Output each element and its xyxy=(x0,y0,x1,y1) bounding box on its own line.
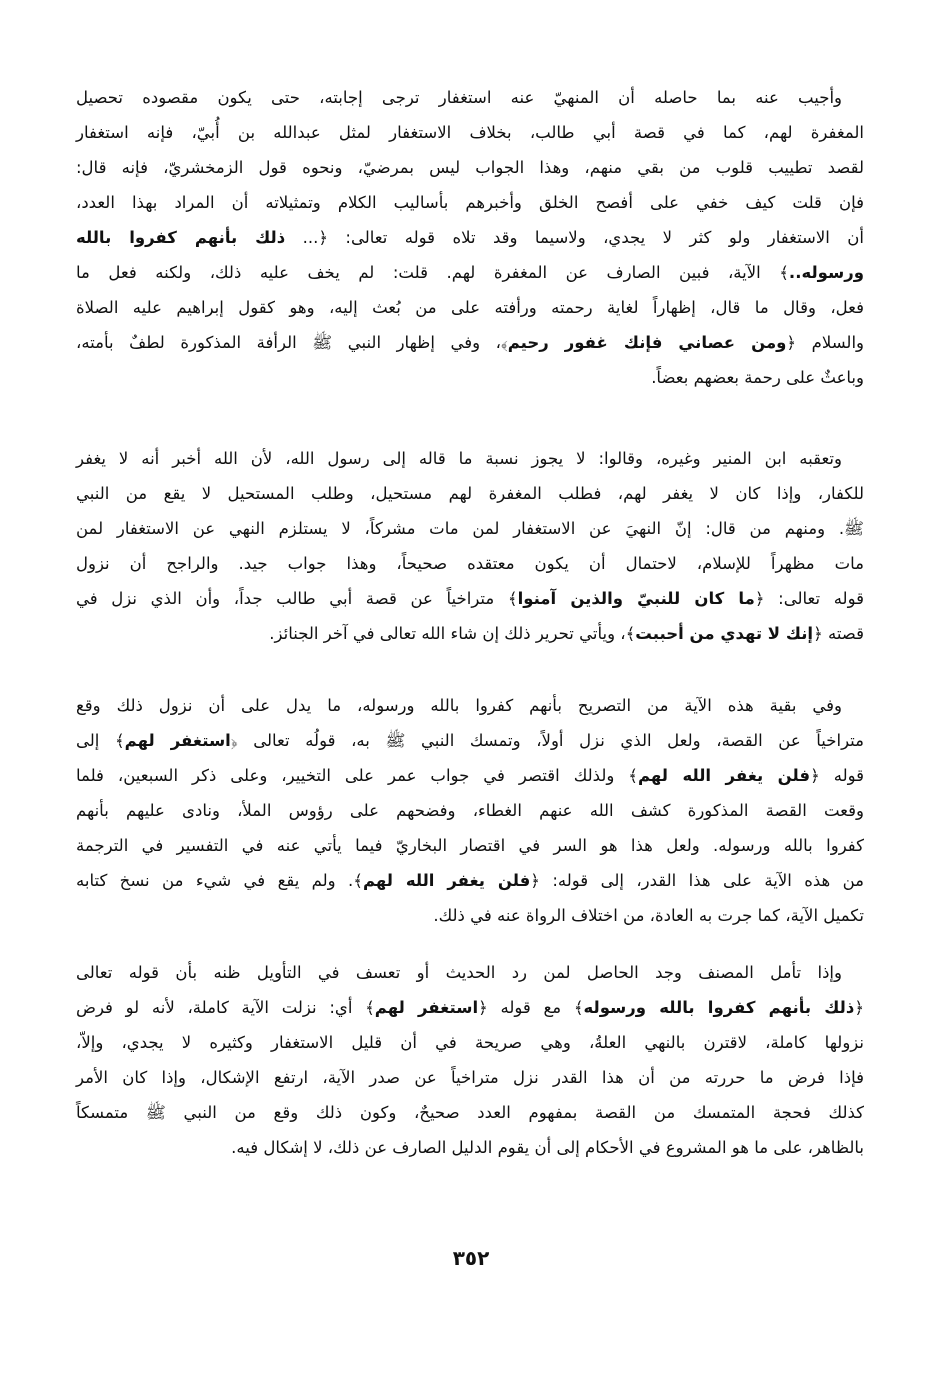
text-segment: قوله ﴿ xyxy=(810,766,865,785)
text-segment: وقعت القصة المذكورة كشف الله عنهم الغطاء، وفضحهم على رؤوس الملأ، ونادى عليهم بأنهم xyxy=(76,801,864,820)
quran-quote: ذلك بأنهم كفروا بالله ورسوله xyxy=(583,998,855,1017)
text-line xyxy=(76,793,864,828)
text-line xyxy=(76,1025,864,1060)
text-segment: فإن قلت كيف خفي على أفصح الخلق وأخبرهم بأساليب الكلام وتمثيلاته أن المراد بهذا العدد، xyxy=(76,193,864,212)
text-segment: ﴾ ولذلك اقتصر في جواب عمر على التخيير، وعلى ذكر السبعين، فلما xyxy=(76,766,638,785)
text-line xyxy=(76,1130,864,1165)
text-line xyxy=(76,255,864,290)
text-segment: ﷺ. ومنهم من قال: إنّ النهيَ عن الاستغفار لمن مات مشركاً، لا يستلزم النهي عن الاستغفار لمن xyxy=(76,519,864,538)
text-line xyxy=(76,863,864,898)
text-line xyxy=(76,1095,864,1130)
quran-quote: ورسوله.. xyxy=(788,263,864,282)
text-segment: مات مظهراً للإسلام، لاحتمال أن يكون معتقده صحيحاً، وهذا جواب جيد. والراجح أن نزول xyxy=(76,554,864,573)
quran-quote: استغفر لهم xyxy=(374,998,479,1017)
text-line xyxy=(76,546,864,581)
text-segment: ﴾ إلى xyxy=(76,731,125,750)
text-line xyxy=(76,758,864,793)
text-segment: المغفرة لهم، كما في قصة أبي طالب، بخلاف الاستغفار لمثل عبدالله بن أُبيّ، فإنه استغفار xyxy=(76,123,864,142)
paragraph-4 xyxy=(76,955,864,1165)
text-segment: كفروا بالله ورسوله. ولعل هذا هو السر في اقتصار البخاريّ فيما يأتي عنه في التفسير في الترجمة xyxy=(76,836,864,855)
text-segment: أن الاستغفار ولو كثر لا يجدي، ولاسيما وقد تلاه قوله تعالى: ﴿... xyxy=(285,228,864,247)
paragraph-2 xyxy=(76,441,864,651)
text-line xyxy=(76,688,864,723)
text-segment: وباعثٌ على رحمة بعضهم بعضاً. xyxy=(651,368,864,387)
text-segment: فإذا فرض ما حررته من أن هذا القدر نزل متراخياً عن صدر الآية، ارتفع الإشكال، وإذا كان الأمر xyxy=(76,1068,864,1087)
quran-quote: ما كان للنبيّ والذين آمنوا xyxy=(517,589,755,608)
text-segment: ﴾، ويأتي تحرير ذلك إن شاء الله تعالى في آخر الجنائز. xyxy=(269,624,636,643)
text-line xyxy=(76,898,864,933)
text-line xyxy=(76,441,864,476)
text-segment: متراخياً عن القصة، ولعل الذي نزل أولاً، وتمسك النبي ﷺ به، قولُه تعالى ﴿ xyxy=(230,731,864,750)
text-line xyxy=(76,828,864,863)
text-segment: ﴾، وفي إظهار النبي ﷺ الرأفة المذكورة لطفٌ بأمته، xyxy=(76,333,508,352)
text-line xyxy=(76,325,864,360)
text-segment: ﴾ متراخياً عن قصة أبي طالب جداً، وأن الذي نزل في xyxy=(76,589,518,608)
text-segment: والسلام ﴿ xyxy=(786,333,864,352)
text-segment: للكفار، وإذا كان لا يغفر لهم، فطلب المغفرة لهم مستحيل، وطلب المستحيل لا يقع من النبي xyxy=(76,484,864,503)
text-line xyxy=(76,723,864,758)
paragraph-3 xyxy=(76,688,864,933)
text-segment: لقصد تطييب قلوب من بقي منهم، وهذا الجواب ليس بمرضيّ، ونحوه قول الزمخشريّ، فإنه قال: xyxy=(76,158,864,177)
text-segment: قصته ﴿ xyxy=(813,624,864,643)
text-segment: وفي بقية هذه الآية من التصريح بأنهم كفروا بالله ورسوله، ما يدل على أن نزول ذلك وقع xyxy=(76,696,842,715)
text-segment: بالظاهر، على ما هو المشروع في الأحكام إلى أن يقوم الدليل الصارف عن ذلك، لا إشكال فيه. xyxy=(231,1138,864,1157)
text-segment: وتعقبه ابن المنير وغيره، وقالوا: لا يجوز نسبة ما قاله إلى رسول الله، لأن الله أخبر أنه لا يغفر xyxy=(76,449,842,468)
text-line xyxy=(76,990,864,1025)
text-line xyxy=(76,476,864,511)
text-line xyxy=(76,581,864,616)
text-segment: فعل، وقال ما قال، إظهاراً لغاية رحمته ورأفته على من بُعث إليه، وهو كقول إبراهيم عليه الصلاة xyxy=(76,298,864,317)
text-segment: ﴾ مع قوله ﴿ xyxy=(478,998,584,1017)
text-segment: نزولها كاملة، لاقترن بالنهي العلةُ، وهي صريحة في أن قليل الاستغفار وكثيره لا يجدي، وإلاّ، xyxy=(76,1033,864,1052)
text-line xyxy=(76,955,864,990)
quran-quote: ومن عصاني فإنك غفور رحيم xyxy=(507,333,787,352)
text-segment: وأجيب عنه بما حاصله أن المنهيّ عنه استغفار ترجى إجابته، حتى يكون مقصوده تحصيل xyxy=(76,88,842,107)
text-line xyxy=(76,511,864,546)
text-segment: قوله تعالى: ﴿ xyxy=(754,589,864,608)
quran-quote: إنك لا تهدي من أحببت xyxy=(635,624,814,643)
text-segment: ﴿ xyxy=(854,998,864,1017)
text-line xyxy=(76,290,864,325)
quran-quote: فلن يغفر الله لهم xyxy=(362,871,531,890)
text-line xyxy=(76,115,864,150)
text-line xyxy=(76,220,864,255)
page-number: ٣٥٢ xyxy=(452,1246,490,1270)
quran-quote: فلن يغفر الله لهم xyxy=(637,766,811,785)
paragraph-1 xyxy=(76,80,864,395)
text-line xyxy=(76,360,864,395)
text-line xyxy=(76,616,864,651)
text-segment: ﴾ أي: نزلت الآية كاملة، لأنه لو فرض xyxy=(76,998,375,1017)
quran-quote: ذلك بأنهم كفروا بالله xyxy=(76,228,286,247)
text-segment: وإذا تأمل المصنف وجد الحاصل لمن رد الحديث أو تعسف في التأويل ظنه بأن قوله تعالى xyxy=(76,963,842,982)
text-segment: ﴾. ولم يقع في شيء من نسخ كتابه xyxy=(76,871,363,890)
text-line xyxy=(76,80,864,115)
text-segment: كذلك فحجة المتمسك من القصة بمفهوم العدد صحيحٌ، وكون ذلك وقع من النبي ﷺ متمسكاً xyxy=(76,1103,864,1122)
text-line xyxy=(76,185,864,220)
text-line xyxy=(76,150,864,185)
text-segment: من هذه الآية على هذا القدر، إلى قوله: ﴿ xyxy=(530,871,865,890)
text-segment: ﴾ الآية، فبين الصارف عن المغفرة لهم. قلت: لم يخف عليه ذلك، ولكنه فعل ما xyxy=(76,263,789,282)
text-line xyxy=(76,1060,864,1095)
text-segment: تكميل الآية، كما جرت به العادة، من اختلاف الرواة عنه في ذلك. xyxy=(433,906,864,925)
quran-quote: استغفر لهم xyxy=(124,731,231,750)
